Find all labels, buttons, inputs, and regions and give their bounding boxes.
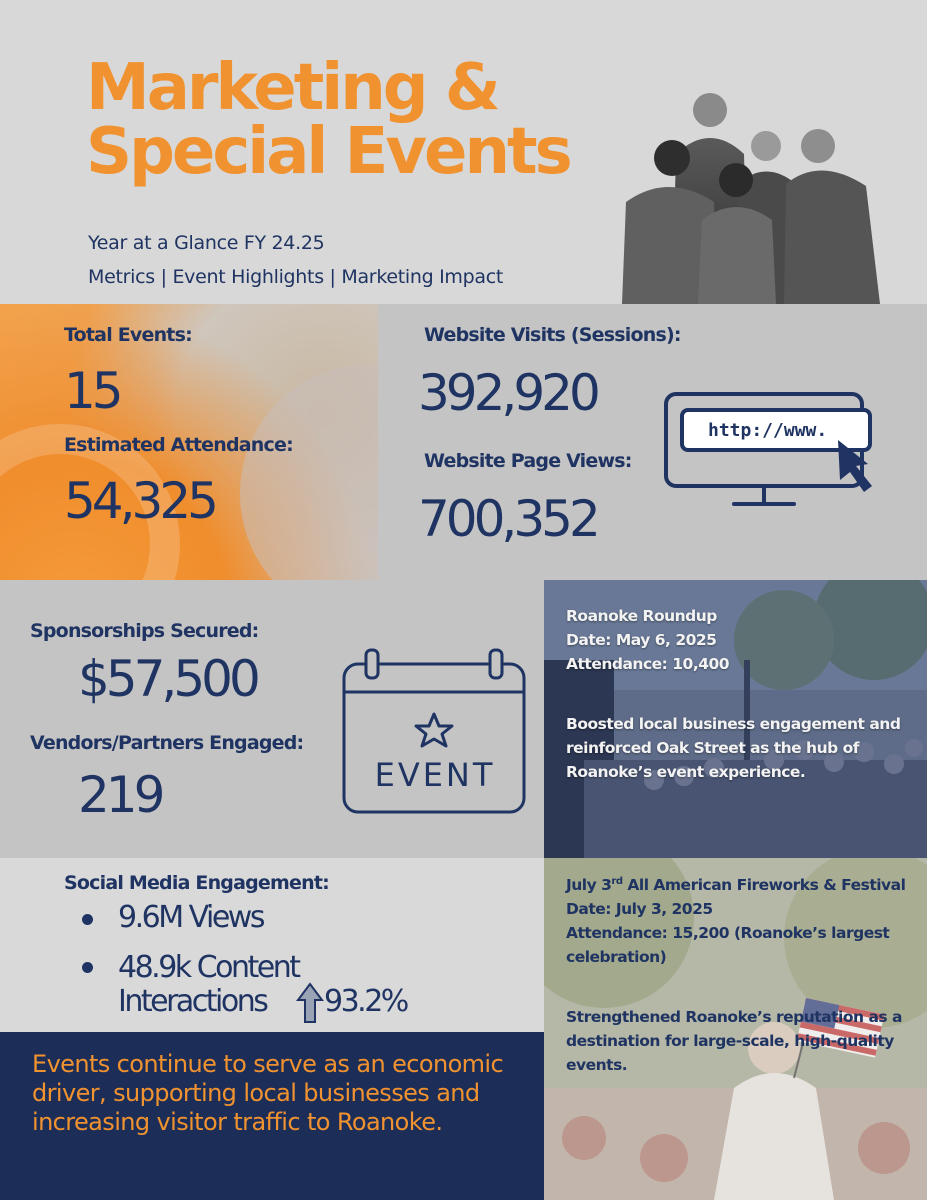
title-line-2: Special Events xyxy=(86,115,570,189)
decorative-circle xyxy=(240,364,378,580)
total-events-label: Total Events: xyxy=(64,324,192,346)
interactions-line-2: Interactions xyxy=(118,984,267,1019)
fireworks-panel xyxy=(544,858,927,1200)
vendors-value: 219 xyxy=(78,766,162,824)
fireworks-title: July 3rd All American Fireworks & Festival xyxy=(566,876,906,895)
fireworks-text xyxy=(566,870,911,1077)
roanoke-roundup-panel xyxy=(544,580,927,858)
vendors-label: Vendors/Partners Engaged: xyxy=(30,732,304,754)
fireworks-date: Date: July 3, 2025 xyxy=(566,900,713,919)
roundup-description: Boosted local business engagement and reinforced Oak Street as the hub of Roanoke’s event experience. xyxy=(566,715,901,781)
roundup-date: Date: May 6, 2025 xyxy=(566,631,717,649)
fireworks-attendance: Attendance: 15,200 (Roanoke’s largest celebration) xyxy=(566,924,890,967)
monitor-icon xyxy=(660,378,900,518)
calendar-text: EVENT xyxy=(374,756,496,794)
attendance-value: 54,325 xyxy=(64,472,215,530)
roundup-attendance: Attendance: 10,400 xyxy=(566,655,730,673)
fireworks-description: Strengthened Roanoke’s reputation as a destination for large-scale, high-quality events. xyxy=(566,1008,902,1075)
sponsors-label: Sponsorships Secured: xyxy=(30,620,259,642)
roundup-text xyxy=(566,604,906,784)
page-title xyxy=(86,51,646,189)
sponsors-value: $57,500 xyxy=(78,650,257,708)
up-arrow-icon xyxy=(296,982,324,1024)
interactions-line-1: 48.9k Content xyxy=(118,950,299,985)
title-line-1: Marketing & xyxy=(86,51,498,125)
sessions-label: Website Visits (Sessions): xyxy=(424,324,681,346)
sponsorship-panel xyxy=(0,580,544,858)
subline: Metrics | Event Highlights | Marketing Impact xyxy=(88,266,504,288)
events-summary-panel xyxy=(0,304,378,580)
total-events-value: 15 xyxy=(64,362,120,420)
pageviews-value: 700,352 xyxy=(418,490,597,548)
url-text: http://www. xyxy=(708,420,828,441)
attendance-label: Estimated Attendance: xyxy=(64,434,293,456)
website-metrics-panel xyxy=(378,304,927,580)
social-media-panel xyxy=(0,858,544,1032)
team-photo xyxy=(618,84,892,304)
roundup-name: Roanoke Roundup xyxy=(566,607,717,625)
subtitle: Year at a Glance FY 24.25 xyxy=(88,232,325,254)
growth-value: 93.2% xyxy=(324,984,407,1019)
pageviews-label: Website Page Views: xyxy=(424,450,632,472)
bullet-dot xyxy=(82,914,93,925)
bullet-dot xyxy=(82,962,93,973)
economic-text: Events continue to serve as an economic driver, supporting local businesses and increasing visitor traffic to Roanoke. xyxy=(32,1050,504,1136)
economic-impact-panel xyxy=(0,1032,544,1200)
sessions-value: 392,920 xyxy=(418,364,597,422)
views-value: 9.6M Views xyxy=(118,900,263,935)
header xyxy=(0,0,927,304)
social-label: Social Media Engagement: xyxy=(64,872,329,894)
